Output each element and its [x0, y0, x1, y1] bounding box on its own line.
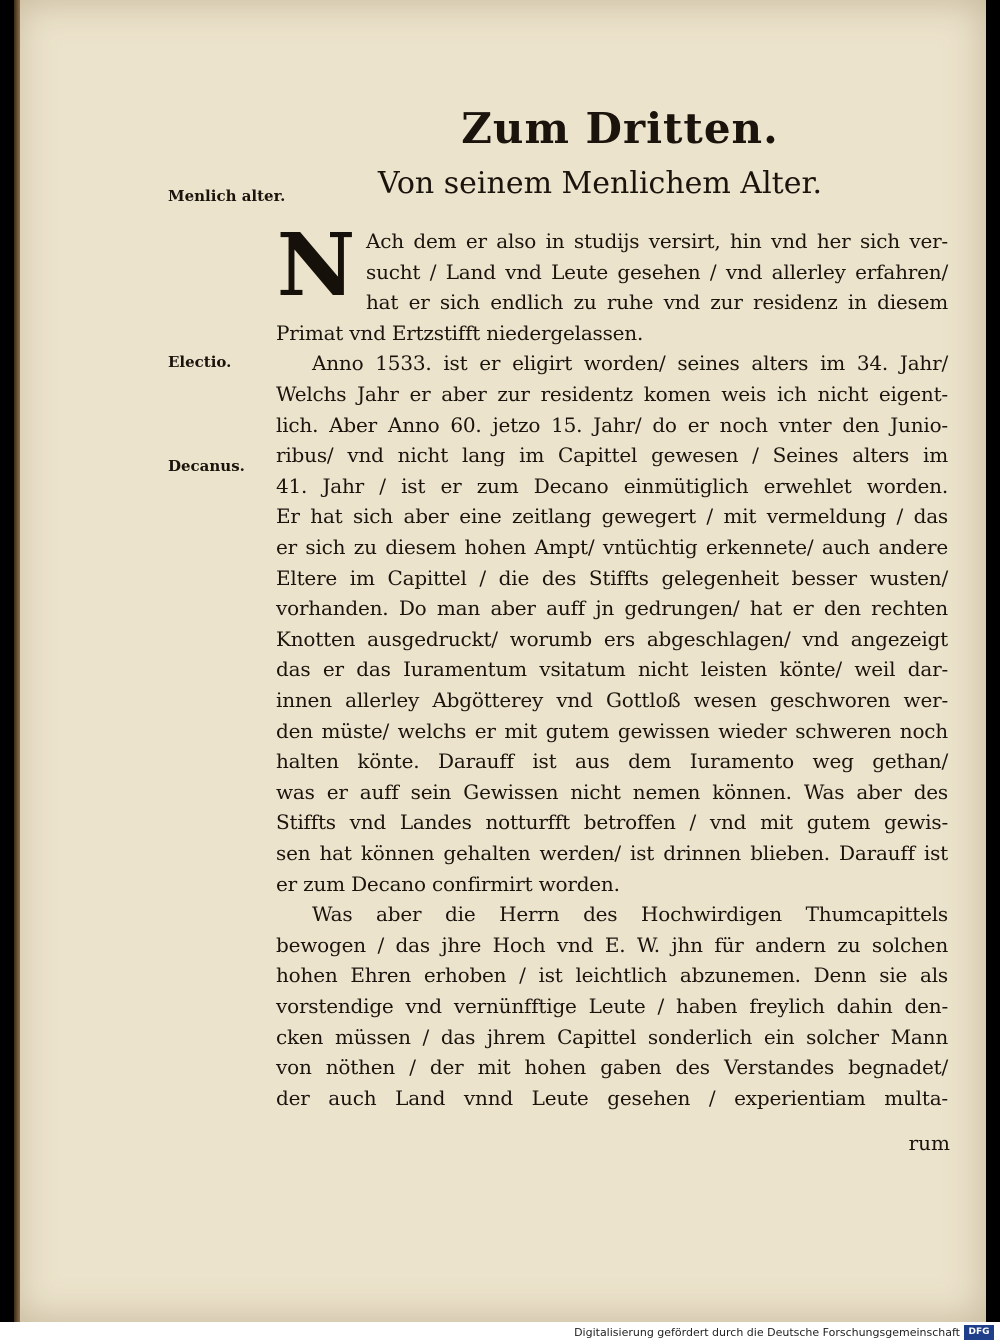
text-line: was er auff sein Gewissen nicht nemen können. Was aber des — [276, 779, 948, 804]
text-line: innen allerley Abgötterey vnd Gottloß wesen geschworen wer- — [276, 688, 948, 712]
text-line: er zum Decano confirmirt worden. — [276, 871, 620, 896]
text-line: sucht / Land vnd Leute gesehen / vnd allerley erfahren/ — [366, 259, 948, 284]
text-line: hohen Ehren erhoben / ist leichtlich abzunemen. Denn sie als — [276, 963, 948, 988]
text-line: von nöthen / der mit hohen gaben des Verstandes begnadet/ — [276, 1055, 948, 1080]
catchword: rum — [908, 1131, 950, 1155]
chapter-subheading: Von seinem Menlichem Alter. — [377, 166, 823, 201]
text-line: vorhanden. Do man aber auff jn gedrungen/ hat er den rechten — [276, 596, 948, 621]
text-line: halten könte. Darauff ist aus dem Iuramento weg gethan/ — [276, 749, 948, 774]
text-line: das er das Iuramentum vsitatum nicht leisten könte/ weil dar- — [276, 657, 948, 682]
text-line: Stiffts vnd Landes notturfft betroffen / vnd mit gutem gewis- — [276, 810, 948, 835]
text-line: lich. Aber Anno 60. jetzo 15. Jahr/ do er noch vnter den Junio- — [276, 412, 948, 437]
marginal-note: Decanus. — [168, 457, 245, 475]
text-line: vorstendige vnd vernünfftige Leute / haben freylich dahin den- — [276, 994, 948, 1018]
page-spine-shadow — [14, 0, 20, 1322]
text-line: Knotten ausgedruckt/ worumb ers abgeschlagen/ vnd angezeigt — [276, 626, 948, 651]
text-line: Was aber die Herrn des Hochwirdigen Thumcapittels — [312, 902, 948, 927]
text-line: 41. Jahr / ist er zum Decano einmütiglich erwehlet worden. — [276, 473, 948, 498]
text-line: Welchs Jahr er aber zur residentz komen weis ich nicht eigent- — [276, 382, 948, 406]
marginal-note: Electio. — [168, 353, 232, 371]
text-line: ribus/ vnd nicht lang im Capittel gewesen / Seines alters im — [276, 443, 948, 468]
text-line: Primat vnd Ertzstifft niedergelassen. — [276, 320, 644, 345]
funding-notice: Digitalisierung gefördert durch die Deutsche Forschungsgemeinschaft — [574, 1326, 960, 1339]
text-line: den müste/ welchs er mit gutem gewissen wieder schweren noch — [276, 718, 948, 743]
text-line: Ach dem er also in studijs versirt, hin vnd her sich ver- — [366, 229, 948, 253]
chapter-heading: Zum Dritten. — [461, 104, 779, 153]
text-line: cken müssen / das jhrem Capittel sonderlich ein solcher Mann — [276, 1024, 948, 1049]
footer-bar — [0, 1322, 1000, 1344]
dfg-logo: DFG — [964, 1325, 994, 1340]
text-line: der auch Land vnnd Leute gesehen / experientiam multa- — [276, 1085, 948, 1110]
text-line: Eltere im Capittel / die des Stiffts gelegenheit besser wusten/ — [276, 565, 948, 590]
text-line: Anno 1533. ist er eligirt worden/ seines alters im 34. Jahr/ — [312, 351, 948, 376]
text-line: er sich zu diesem hohen Ampt/ vntüchtig erkennete/ auch andere — [276, 535, 948, 559]
marginal-note: Menlich alter. — [168, 187, 286, 205]
text-line: Er hat sich aber eine zeitlang gewegert / mit vermeldung / das — [276, 504, 948, 529]
text-line: sen hat können gehalten werden/ ist drinnen blieben. Darauff ist — [276, 841, 948, 865]
text-line: hat er sich endlich zu ruhe vnd zur residenz in diesem — [366, 290, 948, 315]
text-line: bewogen / das jhre Hoch vnd E. W. jhn für andern zu solchen — [276, 932, 948, 957]
decorated-initial: N — [276, 215, 356, 316]
